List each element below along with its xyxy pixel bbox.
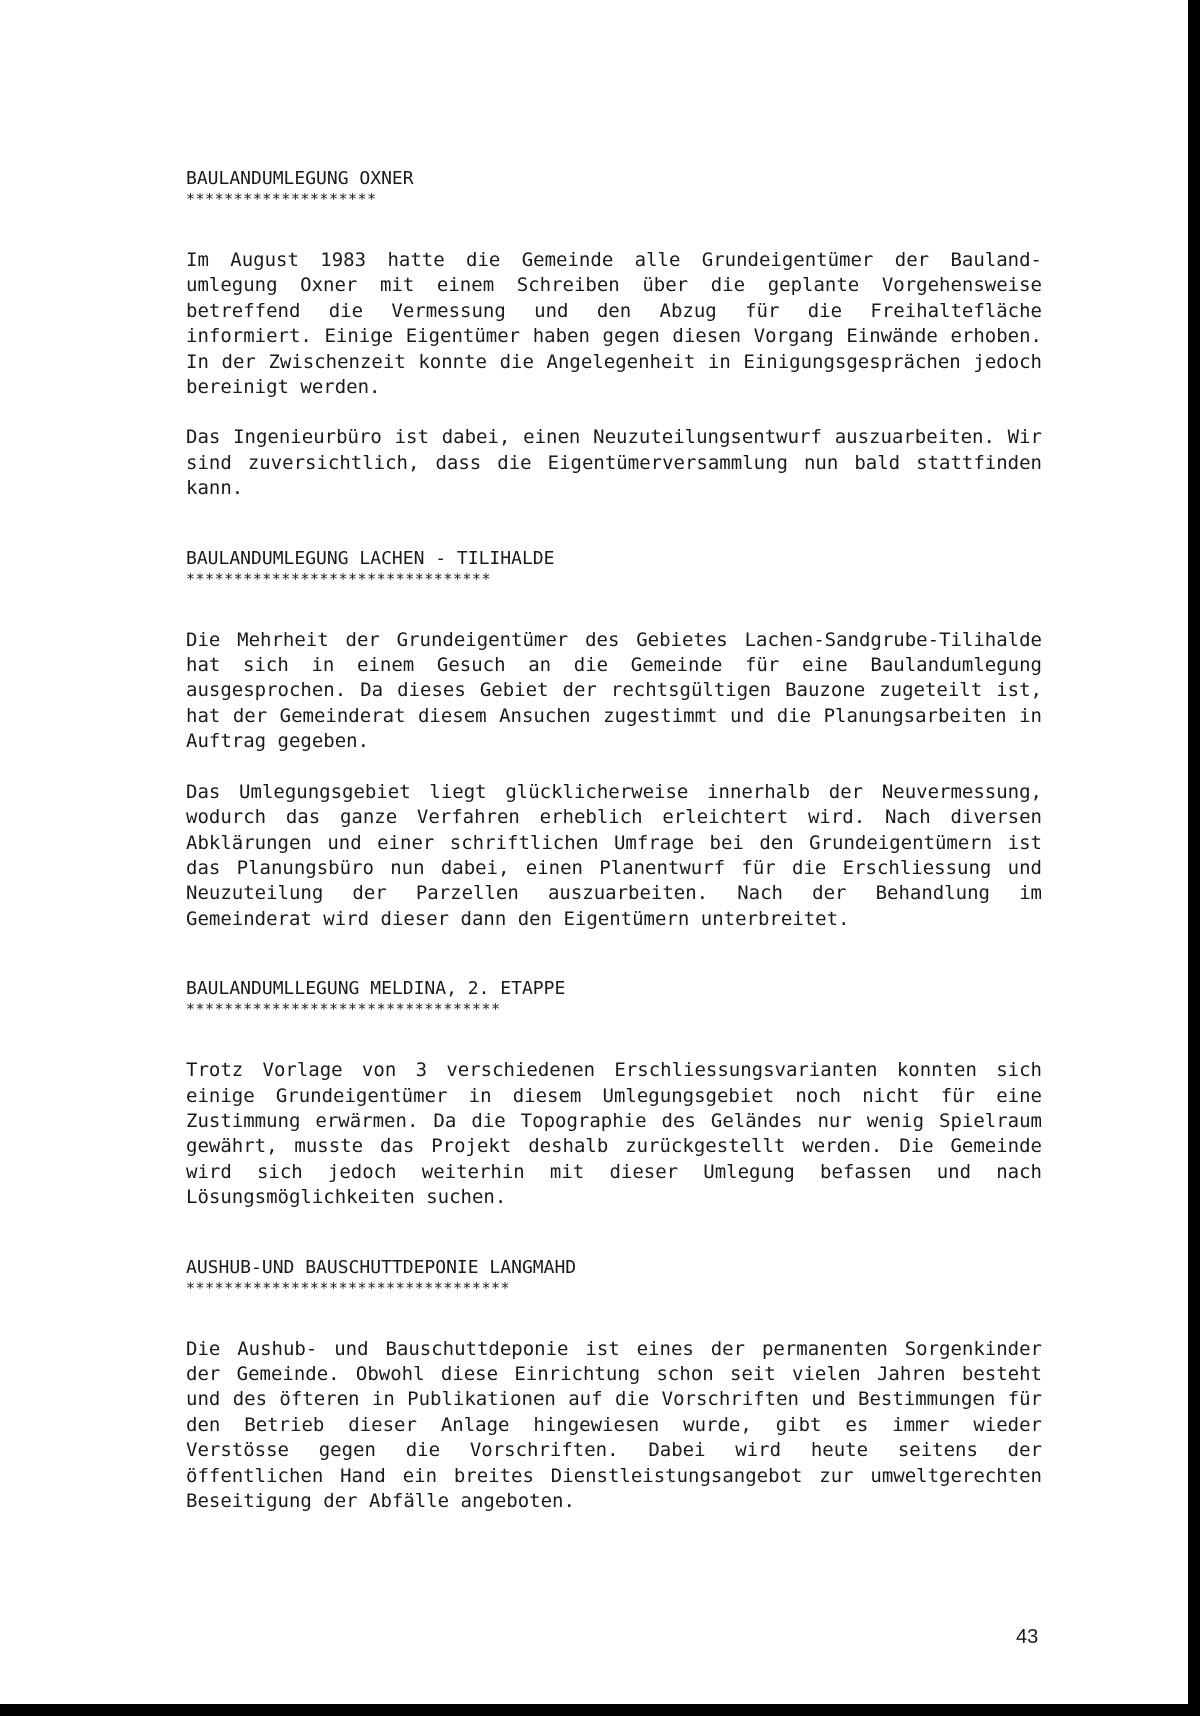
page-number: 43 (1016, 1626, 1039, 1648)
section-deponie-langmahd (186, 1255, 1042, 1515)
heading-underline: ******************** (186, 190, 377, 208)
paragraph: Das Ingenieurbüro ist dabei, einen Neuzuteilungsentwurf auszuarbeiten. Wir sind zuversichtlich, dass die Eigentümerversammlung nun bald stattfinden kann. (186, 426, 1042, 500)
heading-underline: ******************************** (186, 569, 491, 588)
section-meldina (186, 976, 1042, 1210)
section-lachen-tilihalde (186, 546, 1042, 932)
section-heading: BAULANDUMLLEGUNG MELDINA, 2. ETAPPE (186, 978, 566, 1000)
section-oxner (186, 166, 1042, 502)
paragraph: Das Umlegungsgebiet liegt glücklicherweise innerhalb der Neuvermessung, wodurch das ganze Verfahren erheblich erleichtert wird. Nach diversen Abklärungen und einer schriftlichen Umfrage bei den Grundeigentümern ist das Planungsbüro nun dabei, einen Planentwurf für die Erschliessung und Neuzuteilung der Parzellen auszuarbeiten. Nach der Behandlung im Gemeinderat wird dieser dann den Eigentümern unterbreitet. (186, 780, 1042, 930)
document-body (186, 166, 1042, 1558)
section-heading: AUSHUB-UND BAUSCHUTTDEPONIE LANGMAHD (186, 1256, 577, 1278)
heading-underline: ********************************* (186, 1000, 501, 1019)
paragraph: Im August 1983 hatte die Gemeinde alle Grundeigentümer der Bauland-umlegung Oxner mit einem Schreiben über die geplante Vorgehensweise betreffend die Vermessung und den Abzug für die Freihaltefläche informiert. Einige Eigentümer haben gegen diesen Vorgang Einwände erhoben. In der Zwischenzeit konnte die Angelegenheit in Einigungsgesprächen jedoch bereinigt werden. (186, 249, 1042, 399)
paragraph: Die Mehrheit der Grundeigentümer des Gebietes Lachen-Sandgrube-Tilihalde hat sich in einem Gesuch an die Gemeinde für eine Baulandumlegung ausgesprochen. Da dieses Gebiet der rechtsgültigen Bauzone zugeteilt ist, hat der Gemeinderat diesem Ansuchen zugestimmt und die Planungsarbeiten in Auftrag gegeben. (186, 628, 1042, 753)
heading-underline: ********************************** (186, 1278, 511, 1297)
section-heading: BAULANDUMLEGUNG OXNER (186, 168, 414, 189)
paragraph: Trotz Vorlage von 3 verschiedenen Erschliessungsvarianten konnten sich einige Grundeigentümer in diesem Umlegungsgebiet noch nicht für eine Zustimmung erwärmen. Da die Topographie des Geländes nur wenig Spielraum gewährt, musste das Projekt deshalb zurückgestellt werden. Die Gemeinde wird sich jedoch weiterhin mit dieser Umlegung befassen und nach Lösungsmöglichkeiten suchen. (186, 1059, 1042, 1209)
section-heading: BAULANDUMLEGUNG LACHEN - TILIHALDE (186, 547, 555, 569)
paragraph: Die Aushub- und Bauschuttdeponie ist eines der permanenten Sorgenkinder der Gemeinde. Obwohl diese Einrichtung schon seit vielen Jahren besteht und des öfteren in Publikationen auf die Vorschriften und Bestimmungen für den Betrieb dieser Anlage hingewiesen wurde, gibt es immer wieder Verstösse gegen die Vorschriften. Dabei wird heute seitens der öffentlichen Hand ein breites Dienstleistungsangebot zur umweltgerechten Beseitigung der Abfälle angeboten. (186, 1337, 1042, 1512)
